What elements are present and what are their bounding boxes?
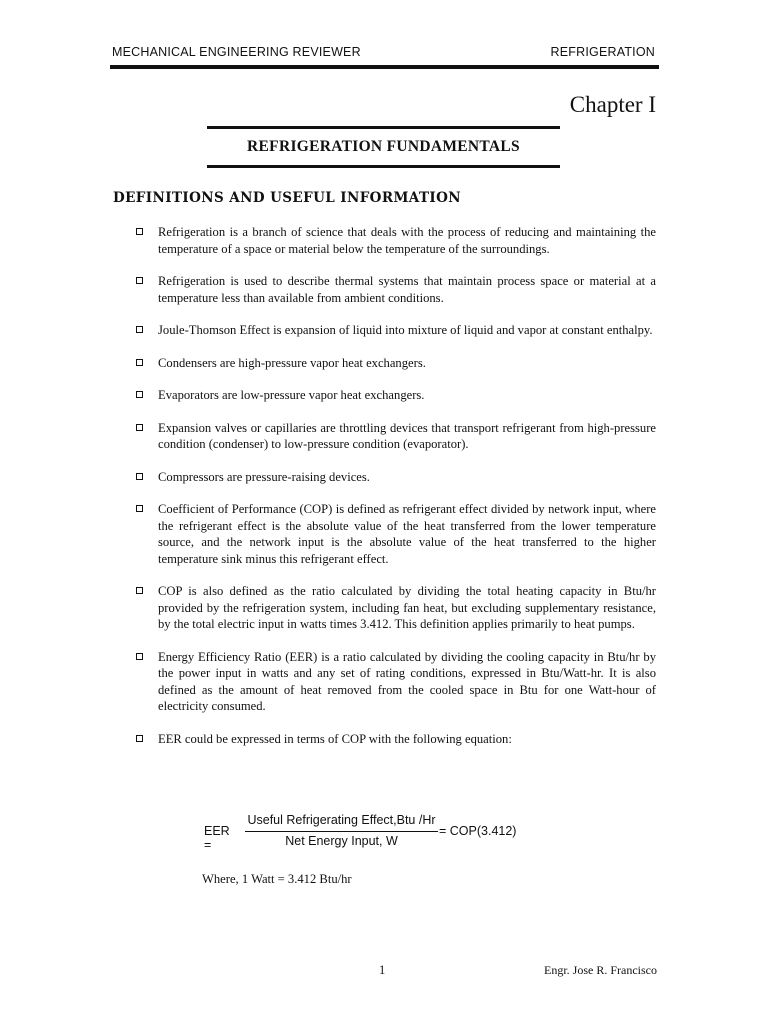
square-bullet-icon [136, 473, 143, 480]
list-item-text: Refrigeration is a branch of science that deals with the process of reducing and maintaining the temperature of a space or material below the temperature of the surroundings. [158, 225, 656, 256]
list-item-text: Evaporators are low-pressure vapor heat exchangers. [158, 388, 425, 402]
square-bullet-icon [136, 359, 143, 366]
page-number: 1 [379, 963, 386, 977]
fraction-bar [245, 831, 438, 832]
list-item-text: Compressors are pressure-raising devices. [158, 469, 370, 484]
list-item [136, 731, 656, 748]
list-item-text: Refrigeration is used to describe thermal systems that maintain process space or material at a temperature less than available from ambient conditions. [158, 274, 656, 305]
where-note: Where, 1 Watt = 3.412 Btu/hr [202, 872, 352, 886]
footer-author: Engr. Jose R. Francisco [544, 963, 657, 977]
square-bullet-icon [136, 228, 143, 235]
square-bullet-icon [136, 277, 143, 284]
equation-fraction [245, 813, 438, 849]
square-bullet-icon [136, 391, 143, 398]
list-item [136, 583, 656, 633]
definitions-list [136, 224, 656, 747]
list-item [136, 224, 656, 257]
title-rule-top [207, 126, 560, 129]
list-item [136, 322, 656, 339]
list-item [136, 469, 656, 486]
square-bullet-icon [136, 735, 143, 742]
equation-denominator: Net Energy Input, W [285, 834, 398, 848]
equation-lhs: EER = [204, 824, 230, 852]
title-rule-bottom [207, 165, 560, 168]
list-item [136, 501, 656, 567]
list-item-text: Energy Efficiency Ratio (EER) is a ratio calculated by dividing the cooling capacity in Btu/hr by the power input in watts and any set of rating conditions, expressed in Btu/Watt-hr. It is also defined as the amount of heat removed from the cooled space in Btu for one Watt-hour of electricity consumed. [158, 649, 656, 713]
square-bullet-icon [136, 505, 143, 512]
list-item-text: EER could be expressed in terms of COP with the following equation: [158, 731, 512, 746]
equation-numerator: Useful Refrigerating Effect,Btu /Hr [247, 813, 436, 827]
list-item-text: Joule-Thomson Effect is expansion of liquid into mixture of liquid and vapor at constant enthalpy. [158, 323, 653, 337]
list-item-text: Condensers are high-pressure vapor heat exchangers. [158, 355, 426, 370]
list-item-text: Expansion valves or capillaries are throttling devices that transport refrigerant from high-pressure condition (condenser) to low-pressure condition (evaporator). [158, 420, 656, 451]
list-item [136, 387, 656, 404]
square-bullet-icon [136, 587, 143, 594]
square-bullet-icon [136, 424, 143, 431]
list-item [136, 355, 656, 372]
list-item [136, 273, 656, 306]
equation-rhs: = COP(3.412) [439, 824, 517, 838]
list-item-text: Coefficient of Performance (COP) is defined as refrigerant effect divided by network input, where the refrigerant effect is the absolute value of the heat transferred from the lower temperature source, and the network input is the absolute value of the heat transferred to the higher temperature sink minus this refrigerant effect. [158, 502, 656, 566]
section-heading: DEFINITIONS AND USEFUL INFORMATION [113, 190, 462, 206]
list-item [136, 649, 656, 715]
square-bullet-icon [136, 326, 143, 333]
header-right: REFRIGERATION [550, 45, 655, 59]
chapter-title: REFRIGERATION FUNDAMENTALS [247, 138, 520, 155]
square-bullet-icon [136, 653, 143, 660]
list-item [136, 420, 656, 453]
chapter-label: Chapter I [569, 92, 656, 117]
list-item-text: COP is also defined as the ratio calculated by dividing the total heating capacity in Btu/hr provided by the refrigeration system, including fan heat, but excluding supplementary resistance, by the total electric input in watts times 3.412. This definition applies primarily to heat pumps. [158, 584, 656, 631]
header-left: MECHANICAL ENGINEERING REVIEWER [112, 45, 361, 59]
header-rule [110, 65, 659, 69]
